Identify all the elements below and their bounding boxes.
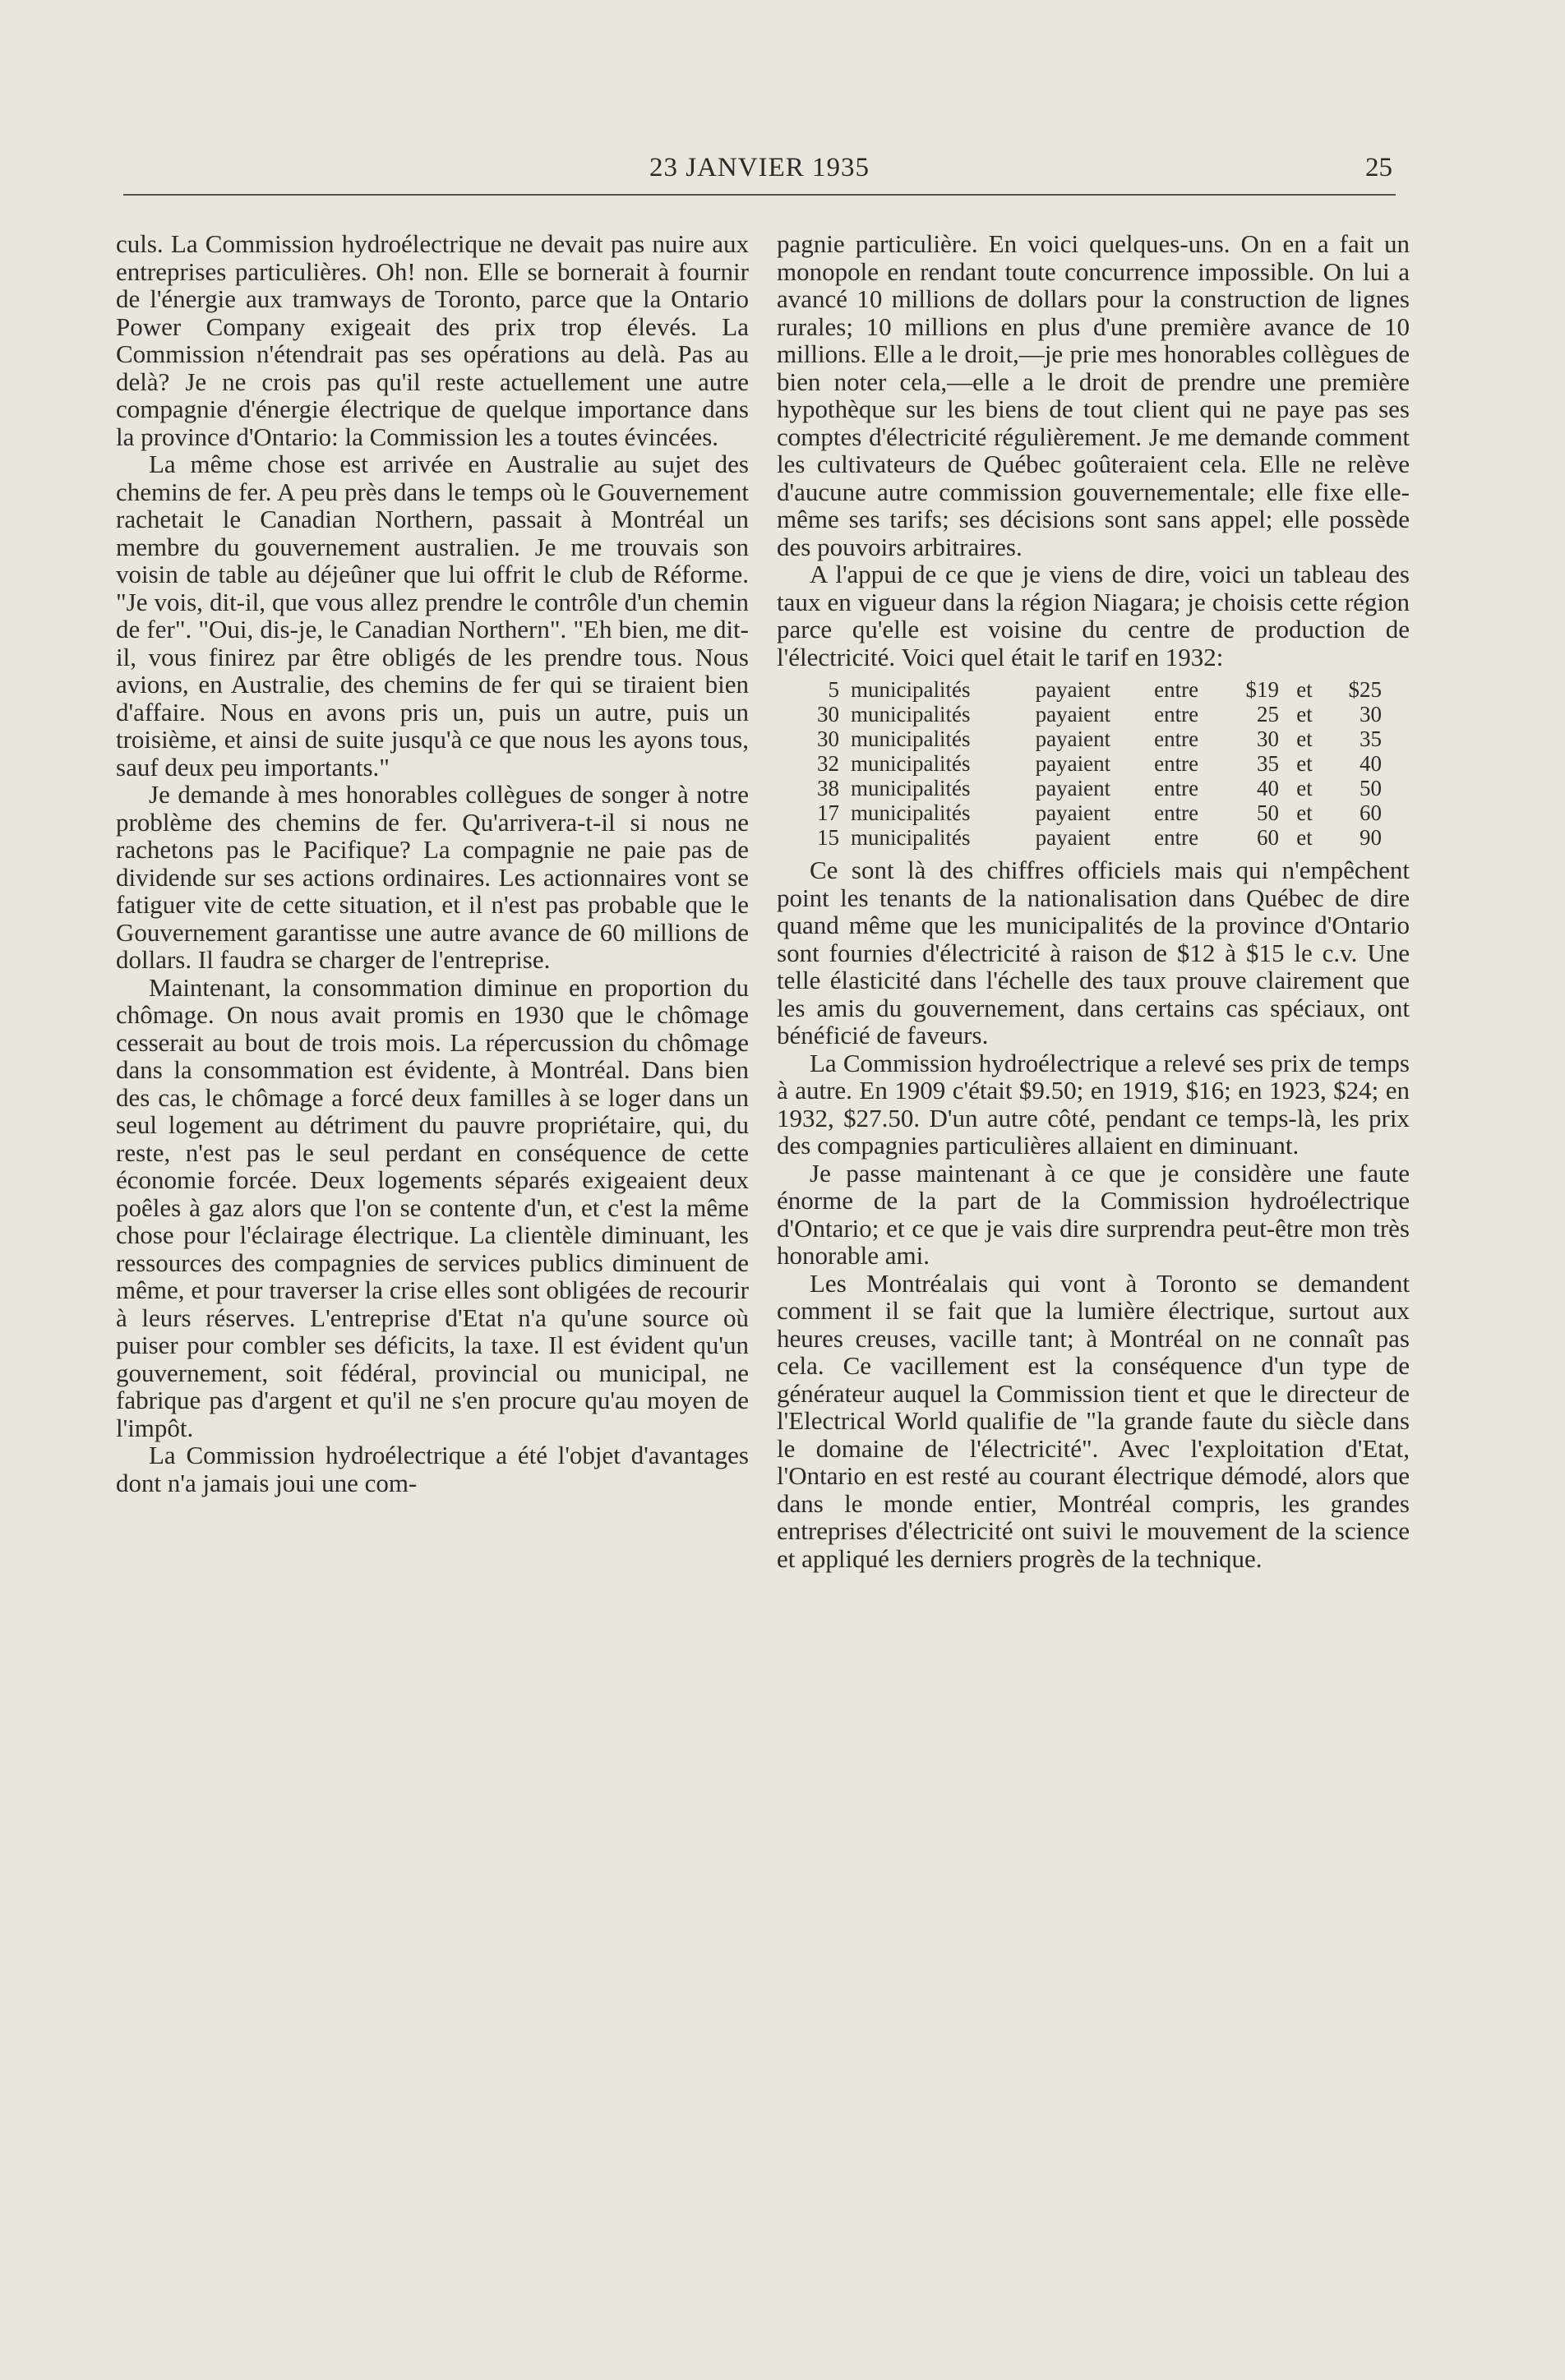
prep-cell: entre [1154,776,1199,800]
verb-cell: payaient [1035,800,1111,825]
count-cell: 15 [817,825,839,850]
paragraph: Les Montréalais qui vont à Toronto se demandent comment il se fait que la lumière électrique, surtout aux heures creuses, vacille tant; à Montréal on ne connaît pas cela. Ce vacillement est la conséquence d'un type de générateur auquel la Commission tient et que le directeur de l'Electrical World qualifie de "la grande faute du siècle dans le domaine de l'électricité". Avec l'exploitation d'Etat, l'Ontario en est resté au courant électrique démodé, alors que dans le monde entier, Montréal compris, les grandes entreprises d'électricité ont suivi le mouvement de la science et appliqué les derniers progrès de la technique. [777,1268,1410,1573]
table-row [811,677,1387,702]
paragraph: pagnie particulière. En voici quelques-uns. On en a fait un monopole en rendant toute concurrence impossible. On lui a avancé 10 millions de dollars pour la construction de lignes rurales; 10 millions en plus d'une première avance de 10 millions. Elle a le droit,—je prie mes honorables collègues de bien noter cela,—elle a le droit de prendre une première hypothèque sur les biens de tout client qui ne paye pas ses comptes d'électricité régulièrement. Je me demande comment les cultivateurs de Québec goûteraient cela. Elle ne relève d'aucune autre commission gouvernementale; elle fixe elle-même ses tarifs; ses décisions sont sans appel; elle possède des pouvoirs arbitraires. [777,229,1410,561]
et-cell: et [1296,825,1313,850]
paragraph: Maintenant, la consommation diminue en proportion du chômage. On nous avait promis en 1930 que le chômage cesserait au bout de trois mois. La répercussion du chômage dans la consommation est évidente, à Montréal. Dans bien des cas, le chômage a forcé deux familles à se loger dans un seul logement au détriment du pauvre propriétaire, qui, du reste, n'est pas le seul perdant en conséquence de cette économie forcée. Deux logements séparés exigeaient deux poêles à gaz alors que l'on se contente d'un, et c'est la même chose pour l'éclairage électrique. La clientèle diminuant, les ressources des compagnies de services publics diminuent de même, et pour traverser la crise elles sont obligées de recourir à leurs réserves. L'entreprise d'Etat n'a qu'une source où puiser pour combler ses déficits, la taxe. Il est évident qu'un gouvernement, soit fédéral, provincial ou municipal, ne fabrique pas d'argent et qu'il ne s'en procure qu'au moyen de l'impôt. [116,972,749,1442]
prep-cell: entre [1154,726,1199,751]
table-row [811,702,1387,726]
high-rate-cell: 30 [1360,702,1382,726]
verb-cell: payaient [1035,776,1111,800]
count-cell: 38 [817,776,839,800]
paragraph: La même chose est arrivée en Australie au sujet des chemins de fer. A peu près dans le temps où le Gouvernement rachetait le Canadian Northern, passait à Montréal un membre du gouvernement australien. Je me trouvais son voisin de table au déjeûner que lui offrit le club de Réforme. "Je vois, dit-il, que vous allez prendre le contrôle d'un chemin de fer". "Oui, dis-je, le Canadian Northern". "Eh bien, me dit-il, vous finirez par être obligés de les prendre tous. Nous avions, en Australie, des chemins de fer qui se tiraient bien d'affaire. Nous en avons pris un, puis un autre, puis un troisième, et ainsi de suite jusqu'à ce que nous les ayons tous, sauf deux peu importants." [116,450,749,782]
left-column [116,230,749,1497]
paragraph: Je demande à mes honorables collègues de songer à notre problème des chemins de fer. Qu'arrivera-t-il si nous ne rachetons pas le Pacifique? La compagnie ne paie pas de dividende sur ses actions ordinaires. Les actionnaires vont se fatiguer vite de cette situation, et il n'est pas probable que le Gouvernement garantisse une autre avance de 60 millions de dollars. Il faudra se charger de l'entreprise. [116,780,749,974]
table-row [811,776,1387,800]
label-cell: municipalités [851,702,971,726]
high-rate-cell: 35 [1360,726,1382,751]
high-rate-cell: 40 [1360,751,1382,776]
label-cell: municipalités [851,825,971,850]
et-cell: et [1296,726,1313,751]
paragraph: A l'appui de ce que je viens de dire, voici un tableau des taux en vigueur dans la région Niagara; je choisis cette région parce qu'elle est voisine du centre de production de l'électricité. Voici quel était le tarif en 1932: [777,560,1410,671]
high-rate-cell: $25 [1348,677,1382,702]
low-rate-cell: 50 [1257,800,1280,825]
paragraph: La Commission hydroélectrique a été l'objet d'avantages dont n'a jamais joui une com- [116,1441,749,1497]
count-cell: 32 [817,751,839,776]
label-cell: municipalités [851,776,971,800]
low-rate-cell: 35 [1257,751,1280,776]
table-row [811,726,1387,751]
prep-cell: entre [1154,751,1199,776]
low-rate-cell: 40 [1257,776,1280,800]
label-cell: municipalités [851,677,971,702]
verb-cell: payaient [1035,702,1111,726]
prep-cell: entre [1154,825,1199,850]
high-rate-cell: 60 [1360,800,1382,825]
paragraph: culs. La Commission hydroélectrique ne devait pas nuire aux entreprises particulières. Oh! non. Elle se bornerait à fournir de l'énergie aux tramways de Toronto, parce que la Ontario Power Company exigeait des prix trop élevés. La Commission n'étendrait pas ses opérations au delà. Pas au delà? Je ne crois pas qu'il reste actuellement une autre compagnie d'énergie électrique de quelque importance dans la province d'Ontario: la Commission les a toutes évincées. [116,229,749,451]
count-cell: 30 [817,726,839,751]
verb-cell: payaient [1035,825,1111,850]
et-cell: et [1296,776,1313,800]
paragraph: Je passe maintenant à ce que je considère une faute énorme de la part de la Commission hydroélectrique d'Ontario; et ce que je vais dire surprendra peut-être mon très honorable ami. [777,1158,1410,1270]
count-cell: 30 [817,702,839,726]
prep-cell: entre [1154,677,1199,702]
et-cell: et [1296,800,1313,825]
count-cell: 17 [817,800,839,825]
low-rate-cell: 25 [1257,702,1280,726]
page-number: 25 [1365,153,1392,182]
low-rate-cell: $19 [1245,677,1280,702]
count-cell: 5 [828,677,839,702]
verb-cell: payaient [1035,751,1111,776]
table-row [811,751,1387,776]
right-column [777,230,1410,1572]
table-row [811,800,1387,825]
label-cell: municipalités [851,800,971,825]
paragraph: La Commission hydroélectrique a relevé ses prix de temps à autre. En 1909 c'était $9.50; en 1919, $16; en 1923, $24; en 1932, $27.50. D'un autre côté, pendant ce temps-là, les prix des compagnies particulières allaient en diminuant. [777,1048,1410,1160]
header-date: 23 JANVIER 1935 [649,153,870,182]
low-rate-cell: 60 [1257,825,1280,850]
prep-cell: entre [1154,702,1199,726]
label-cell: municipalités [851,726,971,751]
high-rate-cell: 50 [1360,776,1382,800]
prep-cell: entre [1154,800,1199,825]
rates-table [811,677,1387,850]
verb-cell: payaient [1035,726,1111,751]
et-cell: et [1296,751,1313,776]
page-header [123,148,1396,196]
verb-cell: payaient [1035,677,1111,702]
et-cell: et [1296,702,1313,726]
high-rate-cell: 90 [1360,825,1382,850]
et-cell: et [1296,677,1313,702]
label-cell: municipalités [851,751,971,776]
paragraph: Ce sont là des chiffres officiels mais qui n'empêchent point les tenants de la nationalisation dans Québec de dire quand même que les municipalités de la province d'Ontario sont fournies d'électricité à raison de $12 à $15 le c.v. Une telle élasticité dans l'échelle des taux prouve clairement que les amis du gouvernement, dans certains cas spéciaux, ont bénéficié de faveurs. [777,856,1410,1049]
low-rate-cell: 30 [1257,726,1280,751]
table-row [811,825,1387,850]
